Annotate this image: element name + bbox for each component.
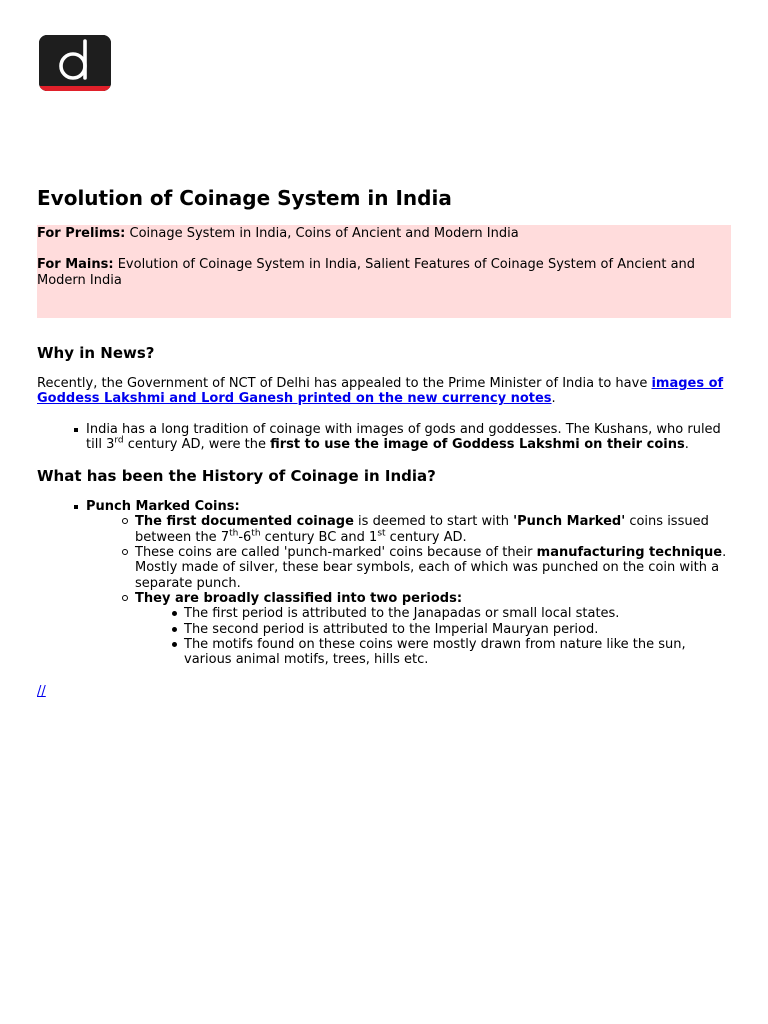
item-text: century AD. xyxy=(385,529,467,545)
history-heading: What has been the History of Coinage in India? xyxy=(37,467,436,486)
item-text: coins issued between the 7 xyxy=(135,514,709,545)
bullet-end: . xyxy=(684,436,689,452)
news-text: Recently, the Government of NCT of Delhi has appealed to the Prime Minister of India to have xyxy=(37,376,652,391)
bullet-text: India has a long tradition of coinage with images of gods and goddesses. The Kushans, who ruled till 3 xyxy=(86,421,721,452)
item-bold: manufacturing technique xyxy=(536,545,723,561)
punch-marked-label: Punch Marked Coins: xyxy=(86,499,240,515)
article-title: Evolution of Coinage System in India xyxy=(37,186,452,210)
mains-line xyxy=(37,256,731,288)
list-item xyxy=(135,591,731,667)
list-item xyxy=(86,499,731,667)
item-text: century BC and 1 xyxy=(260,529,378,545)
mains-text: Evolution of Coinage System in India, Salient Features of Coinage System of Ancient and Modern India xyxy=(37,257,696,288)
item-text: is deemed to start with xyxy=(353,514,514,530)
drishti-logo xyxy=(39,35,111,91)
item-text: -6 xyxy=(238,529,252,545)
item-bold: 'Punch Marked' xyxy=(513,514,626,530)
prelims-text: Coinage System in India, Coins of Ancient and Modern India xyxy=(125,226,519,241)
article xyxy=(37,186,731,667)
list-item: The motifs found on these coins were mostly drawn from nature like the sun, various animal motifs, trees, hills etc. xyxy=(184,637,731,668)
logo-icon xyxy=(39,35,111,91)
item-bold: The first documented coinage xyxy=(135,514,354,530)
end-link[interactable]: // xyxy=(37,684,46,699)
superscript: th xyxy=(251,528,261,539)
news-heading: Why in News? xyxy=(37,344,155,362)
periods-list xyxy=(135,606,731,667)
superscript: rd xyxy=(114,435,124,446)
list-item: The first period is attributed to the Janapadas or small local states. xyxy=(184,606,731,621)
list-item xyxy=(135,545,731,591)
punch-subitems xyxy=(86,514,731,667)
superscript: st xyxy=(377,528,386,539)
periods-label: They are broadly classified into two periods: xyxy=(135,590,463,606)
bullet-text: century AD, were the xyxy=(123,436,271,452)
prelims-label: For Prelims: xyxy=(37,226,126,241)
superscript: th xyxy=(229,528,239,539)
news-bullets xyxy=(37,422,731,453)
item-text: . Mostly made of silver, these bear symbols, each of which was punched on the coin with a separate punch. xyxy=(135,545,727,591)
mains-label: For Mains: xyxy=(37,257,114,273)
list-item xyxy=(135,514,731,545)
exam-focus-box xyxy=(37,225,731,318)
news-end: . xyxy=(551,391,556,407)
list-item: The second period is attributed to the Imperial Mauryan period. xyxy=(184,622,731,637)
list-item xyxy=(86,422,731,453)
news-paragraph xyxy=(37,376,731,407)
prelims-line xyxy=(37,225,731,241)
history-bullets xyxy=(37,499,731,667)
item-text: These coins are called 'punch-marked' coins because of their xyxy=(135,545,537,561)
bullet-bold: first to use the image of Goddess Lakshmi on their coins xyxy=(270,436,685,452)
currency-notes-link[interactable]: images of Goddess Lakshmi and Lord Ganesh printed on the new currency notes xyxy=(37,376,724,407)
